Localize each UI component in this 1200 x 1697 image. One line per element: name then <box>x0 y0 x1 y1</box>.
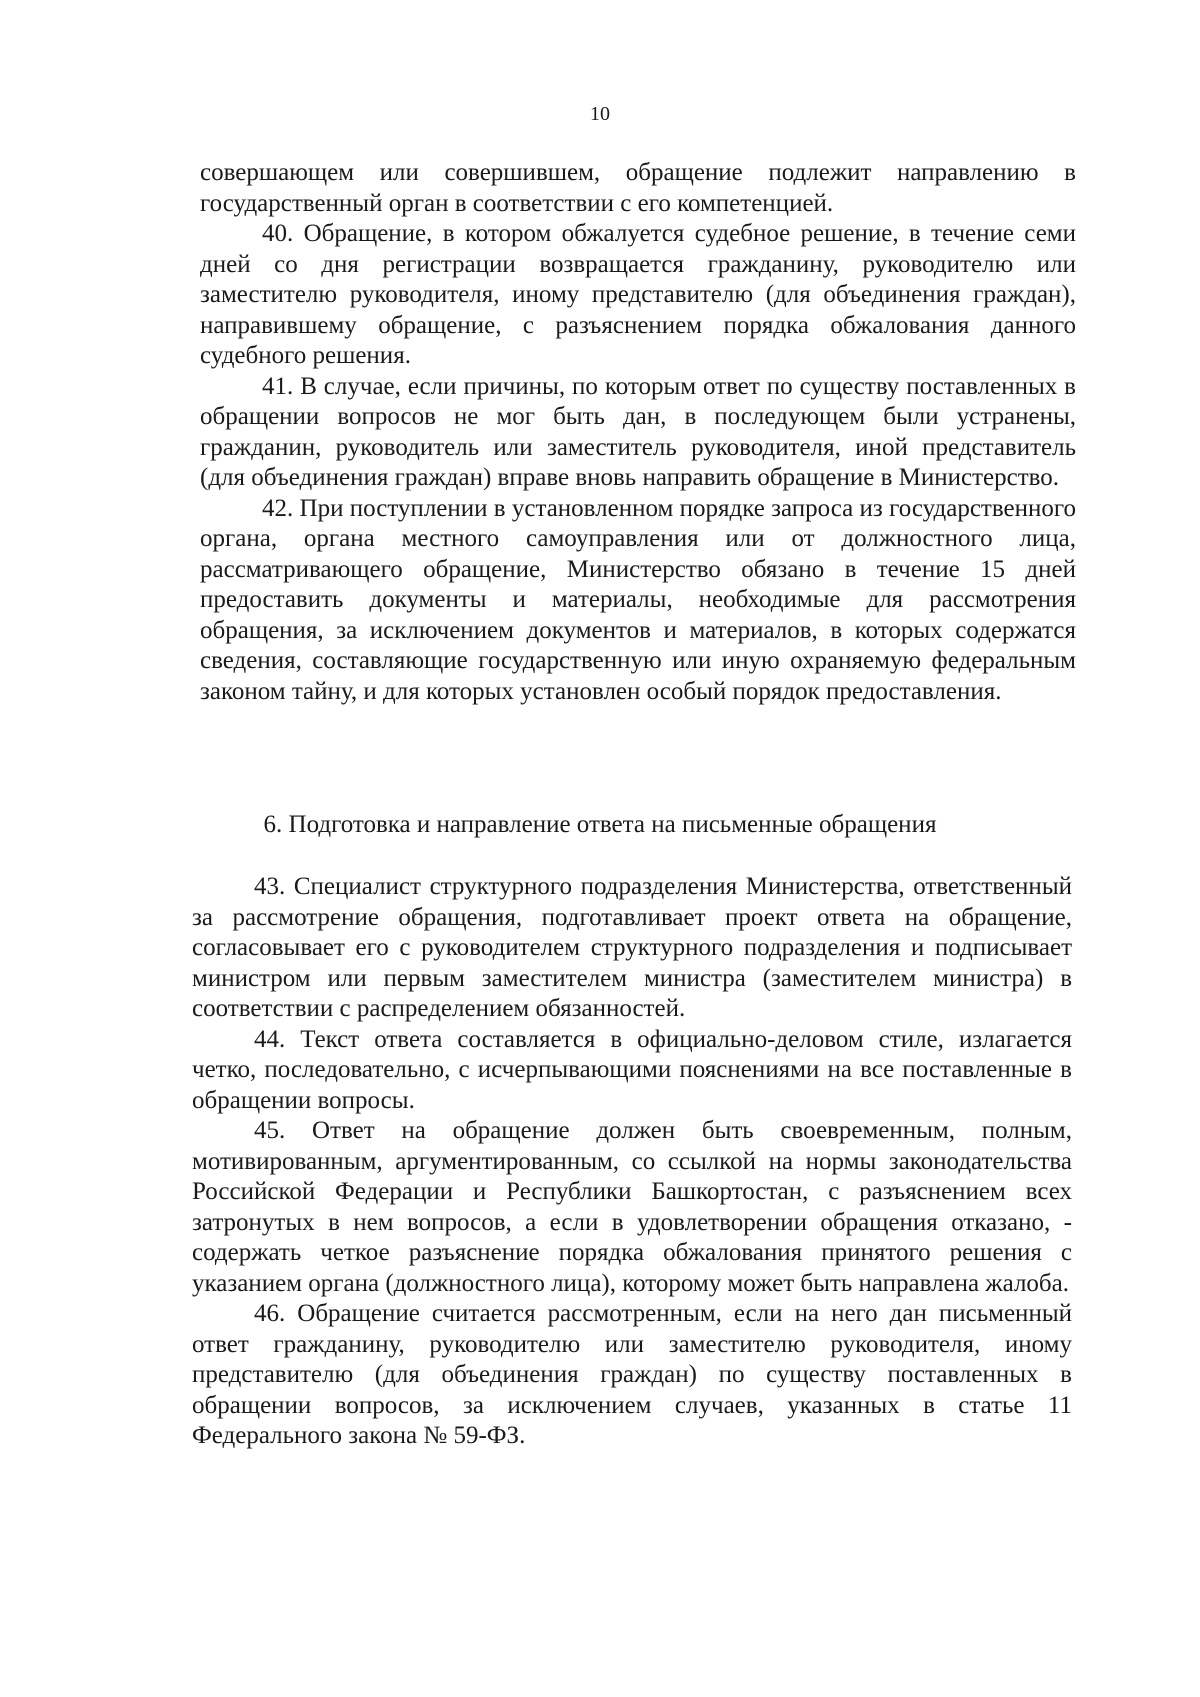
paragraph-40: 40. Обращение, в котором обжалуется судебное решение, в течение семи дней со дня регистрации возвращается гражданину, руководителю или заместителю руководителя, иному представителю (для объединения граждан), направившему обращение, с разъяснением порядка обжалования данного судебного решения. <box>200 220 1076 369</box>
paragraph-44: 44. Текст ответа составляется в официально-деловом стиле, излагается четко, последовательно, с исчерпывающими пояснениями на все поставленные в обращении вопросы. <box>192 1025 1072 1114</box>
lower-text-block <box>192 872 1072 1452</box>
paragraph-42: 42. При поступлении в установленном порядке запроса из государственного органа, органа местного самоуправления или от должностного лица, рассматривающего обращение, Министерство обязано в течение 15 дней предоставить документы и материалы, необходимые для рассмотрения обращения, за исключением документов и материалов, в которых содержатся сведения, составляющие государственную или иную охраняемую федеральным законом тайну, и для которых установлен особый порядок предоставления. <box>200 494 1076 705</box>
paragraph-46: 46. Обращение считается рассмотренным, если на него дан письменный ответ гражданину, руководителю или заместителю руководителя, иному представителю (для объединения граждан) по существу поставленных в обращении вопросов, за исключением случаев, указанных в статье 11 Федерального закона № 59-ФЗ. <box>192 1300 1072 1449</box>
section-heading: 6. Подготовка и направление ответа на письменные обращения <box>263 811 937 838</box>
page-number: 10 <box>590 103 610 125</box>
paragraph-45: 45. Ответ на обращение должен быть своевременным, полным, мотивированным, аргументированным, со ссылкой на нормы законодательства Российской Федерации и Республики Башкортостан, с разъяснением всех затронутых в нем вопросов, а если в удовлетворении обращения отказано, - содержать четкое разъяснение порядка обжалования принятого решения с указанием органа (должностного лица), которому может быть направлена жалоба. <box>192 1117 1072 1297</box>
paragraph-41: 41. В случае, если причины, по которым ответ по существу поставленных в обращении вопросов не мог быть дан, в последующем были устранены, гражданин, руководитель или заместитель руководителя, иной представитель (для объединения граждан) вправе вновь направить обращение в Министерство. <box>200 372 1076 491</box>
upper-text-block <box>200 158 1076 707</box>
paragraph-continuation: совершающем или совершившем, обращение подлежит направлению в государственный орган в соответствии с его компетенцией. <box>200 159 1076 217</box>
paragraph-43: 43. Специалист структурного подразделения Министерства, ответственный за рассмотрение обращения, подготавливает проект ответа на обращение, согласовывает его с руководителем структурного подразделения и подписывает министром или первым заместителем министра (заместителем министра) в соответствии с распределением обязанностей. <box>192 873 1072 1022</box>
